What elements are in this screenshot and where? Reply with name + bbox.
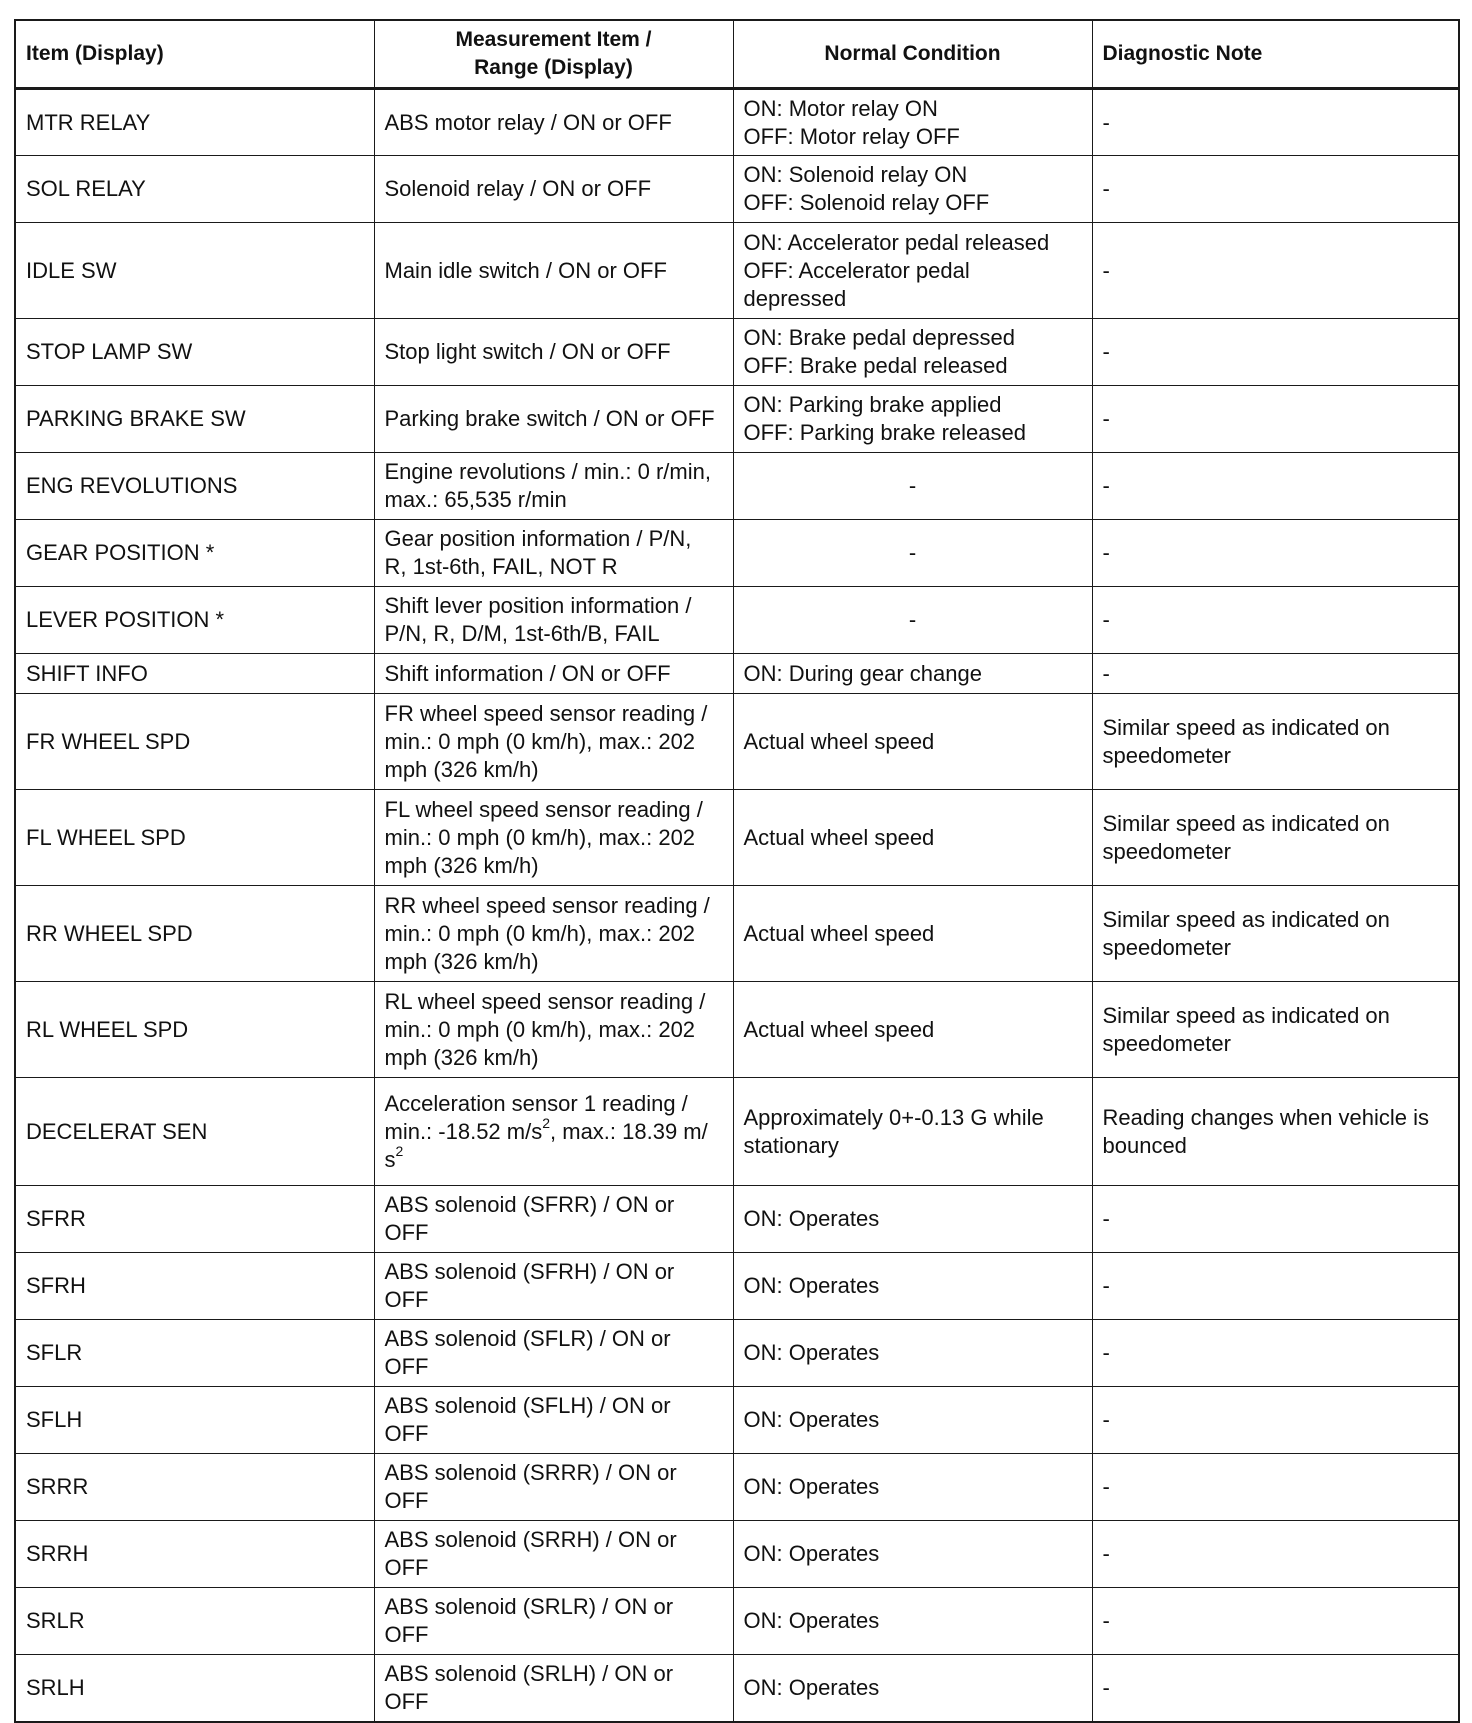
cell-diagnostic-note (1092, 790, 1459, 886)
normal-condition-line: ON: Operates (743, 1541, 880, 1566)
cell-normal-condition (733, 1320, 1092, 1387)
cell-normal-condition (733, 1186, 1092, 1253)
table-body (15, 89, 1459, 1722)
cell-item: SRRH (15, 1521, 374, 1588)
cell-normal-condition (733, 982, 1092, 1078)
normal-condition-line: OFF: Motor relay OFF (743, 123, 960, 149)
cell-measurement (374, 886, 733, 982)
table-row (15, 223, 1459, 319)
cell-normal-condition (733, 1521, 1092, 1588)
measurement-line: OFF (384, 1622, 429, 1647)
diagnostic-note-line: - (1102, 109, 1110, 135)
measurement-line: ABS solenoid (SRLR) / ON or (384, 1594, 674, 1619)
measurement-line: OFF (384, 1287, 429, 1312)
table-row (15, 790, 1459, 886)
diagnostic-note-line: - (1102, 540, 1110, 565)
cell-measurement (374, 1253, 733, 1320)
measurement-line: P/N, R, D/M, 1st-6th/B, FAIL (384, 621, 660, 646)
measurement-line: ABS solenoid (SFRR) / ON or (384, 1192, 675, 1217)
table-row (15, 1588, 1459, 1655)
measurement-line: ABS solenoid (SFLR) / ON or (384, 1326, 671, 1351)
measurement-line: Gear position information / P/N, (384, 526, 692, 551)
cell-measurement (374, 1078, 733, 1186)
cell-measurement (374, 156, 733, 223)
measurement-line: Parking brake switch / ON or OFF (384, 406, 715, 431)
cell-measurement (374, 386, 733, 453)
cell-diagnostic-note (1092, 1521, 1459, 1588)
cell-normal-condition (733, 520, 1092, 587)
header-item: Item (Display) (15, 20, 374, 89)
diagnostic-note-line: - (1102, 176, 1110, 201)
cell-diagnostic-note (1092, 1320, 1459, 1387)
table-row (15, 1078, 1459, 1186)
normal-condition-line: - (908, 473, 917, 498)
diagnostic-note-line: - (1102, 1340, 1110, 1365)
cell-normal-condition (733, 453, 1092, 520)
cell-normal-condition (733, 694, 1092, 790)
diagnostic-note-line: Similar speed as indicated on (1102, 810, 1390, 836)
cell-measurement (374, 1655, 733, 1722)
data-monitor-table (14, 19, 1460, 1723)
cell-measurement (374, 654, 733, 694)
table-header (15, 20, 1459, 89)
measurement-line: Acceleration sensor 1 reading / (384, 1090, 688, 1116)
diagnostic-note-line: - (1102, 406, 1110, 431)
header-measurement-line2: Range (Display) (474, 56, 633, 79)
measurement-line: mph (326 km/h) (384, 1044, 539, 1070)
normal-condition-line: stationary (743, 1132, 839, 1158)
cell-item: FR WHEEL SPD (15, 694, 374, 790)
normal-condition-line: ON: Operates (743, 1474, 880, 1499)
diagnostic-note-line: Similar speed as indicated on (1102, 714, 1390, 740)
diagnostic-note-line: bounced (1102, 1132, 1187, 1158)
diagnostic-note-line: - (1102, 1474, 1110, 1499)
diagnostic-note-line: Reading changes when vehicle is (1102, 1104, 1430, 1130)
measurement-line: FL wheel speed sensor reading / (384, 796, 703, 822)
normal-condition-line: OFF: Accelerator pedal (743, 257, 970, 283)
measurement-line: ABS solenoid (SRRH) / ON or (384, 1527, 677, 1552)
cell-item: MTR RELAY (15, 89, 374, 156)
normal-condition-line: Actual wheel speed (743, 824, 935, 850)
normal-condition-line: Actual wheel speed (743, 728, 935, 754)
cell-item: SFLR (15, 1320, 374, 1387)
cell-item: STOP LAMP SW (15, 319, 374, 386)
normal-condition-line: ON: Operates (743, 1674, 880, 1700)
cell-normal-condition (733, 1454, 1092, 1521)
measurement-text: min.: -18.52 m/s (384, 1118, 543, 1144)
normal-condition-line: ON: Solenoid relay ON (743, 162, 968, 187)
normal-condition-line: ON: Operates (743, 1273, 880, 1298)
table-row (15, 1387, 1459, 1454)
cell-measurement (374, 1186, 733, 1253)
cell-measurement (374, 223, 733, 319)
measurement-line: Solenoid relay / ON or OFF (384, 176, 652, 201)
normal-condition-line: - (908, 607, 917, 632)
diagnostic-note-line: Similar speed as indicated on (1102, 906, 1390, 932)
diagnostic-note-line: speedometer (1102, 838, 1231, 864)
cell-normal-condition (733, 1387, 1092, 1454)
table-row (15, 982, 1459, 1078)
cell-item: ENG REVOLUTIONS (15, 453, 374, 520)
cell-diagnostic-note (1092, 520, 1459, 587)
cell-measurement (374, 982, 733, 1078)
cell-normal-condition (733, 319, 1092, 386)
cell-measurement (374, 1387, 733, 1454)
normal-condition-line: ON: Operates (743, 1407, 880, 1432)
cell-item: SFRR (15, 1186, 374, 1253)
cell-diagnostic-note (1092, 886, 1459, 982)
measurement-line: min.: 0 mph (0 km/h), max.: 202 (384, 728, 696, 754)
measurement-line: Main idle switch / ON or OFF (384, 257, 667, 283)
cell-item: RR WHEEL SPD (15, 886, 374, 982)
cell-item: SOL RELAY (15, 156, 374, 223)
cell-item: SFRH (15, 1253, 374, 1320)
diagnostic-note-line: Similar speed as indicated on (1102, 1002, 1390, 1028)
table-row (15, 386, 1459, 453)
measurement-line: OFF (384, 1354, 429, 1379)
cell-measurement (374, 89, 733, 156)
cell-diagnostic-note (1092, 654, 1459, 694)
table-row (15, 694, 1459, 790)
diagnostic-note-line: - (1102, 1273, 1110, 1298)
measurement-line: RR wheel speed sensor reading / (384, 892, 710, 918)
cell-item: LEVER POSITION * (15, 587, 374, 654)
measurement-line: Shift lever position information / (384, 593, 692, 618)
header-diagnostic-note: Diagnostic Note (1092, 20, 1459, 89)
cell-item: DECELERAT SEN (15, 1078, 374, 1186)
table-row (15, 1186, 1459, 1253)
cell-measurement (374, 453, 733, 520)
normal-condition-line: Actual wheel speed (743, 920, 935, 946)
cell-measurement (374, 1521, 733, 1588)
table-row (15, 89, 1459, 156)
header-measurement (374, 20, 733, 89)
cell-normal-condition (733, 886, 1092, 982)
normal-condition-line: depressed (743, 285, 847, 311)
data-list-document (14, 19, 1458, 1723)
measurement-line: mph (326 km/h) (384, 852, 539, 878)
normal-condition-line: ON: Motor relay ON (743, 95, 938, 121)
measurement-line: RL wheel speed sensor reading / (384, 988, 706, 1014)
cell-diagnostic-note (1092, 223, 1459, 319)
measurement-line: Stop light switch / ON or OFF (384, 339, 671, 364)
cell-item: IDLE SW (15, 223, 374, 319)
measurement-line: OFF (384, 1555, 429, 1580)
cell-diagnostic-note (1092, 1588, 1459, 1655)
cell-diagnostic-note (1092, 89, 1459, 156)
cell-diagnostic-note (1092, 587, 1459, 654)
cell-diagnostic-note (1092, 1253, 1459, 1320)
measurement-line: OFF (384, 1688, 429, 1714)
diagnostic-note-line: - (1102, 607, 1110, 632)
cell-measurement (374, 1454, 733, 1521)
cell-normal-condition (733, 386, 1092, 453)
diagnostic-note-line: speedometer (1102, 1030, 1231, 1056)
normal-condition-line: - (908, 540, 917, 565)
diagnostic-note-line: - (1102, 1206, 1110, 1231)
diagnostic-note-line: - (1102, 1674, 1110, 1700)
cell-measurement (374, 1320, 733, 1387)
normal-condition-line: ON: Brake pedal depressed (743, 325, 1015, 350)
cell-measurement (374, 520, 733, 587)
diagnostic-note-line: speedometer (1102, 742, 1231, 768)
measurement-line: ABS solenoid (SRRR) / ON or (384, 1460, 677, 1485)
table-row (15, 520, 1459, 587)
table-row (15, 319, 1459, 386)
normal-condition-line: ON: During gear change (743, 660, 982, 686)
cell-normal-condition (733, 1253, 1092, 1320)
normal-condition-line: ON: Accelerator pedal released (743, 229, 1050, 255)
measurement-text: s (384, 1146, 396, 1172)
normal-condition-line: OFF: Parking brake released (743, 420, 1026, 445)
cell-normal-condition (733, 156, 1092, 223)
measurement-text: , max.: 18.39 m/ (550, 1118, 708, 1144)
measurement-line: Shift information / ON or OFF (384, 660, 671, 686)
diagnostic-note-line: - (1102, 1541, 1110, 1566)
table-row (15, 156, 1459, 223)
diagnostic-note-line: - (1102, 660, 1110, 686)
cell-diagnostic-note (1092, 453, 1459, 520)
normal-condition-line: ON: Operates (743, 1608, 880, 1633)
table-row (15, 1655, 1459, 1722)
measurement-line: FR wheel speed sensor reading / (384, 700, 708, 726)
normal-condition-line: OFF: Brake pedal released (743, 353, 1008, 378)
cell-normal-condition (733, 1078, 1092, 1186)
cell-diagnostic-note (1092, 1387, 1459, 1454)
table-row (15, 587, 1459, 654)
cell-measurement (374, 319, 733, 386)
cell-item: SHIFT INFO (15, 654, 374, 694)
cell-item: SRLH (15, 1655, 374, 1722)
cell-normal-condition (733, 654, 1092, 694)
cell-item: RL WHEEL SPD (15, 982, 374, 1078)
cell-diagnostic-note (1092, 982, 1459, 1078)
cell-measurement (374, 587, 733, 654)
cell-diagnostic-note (1092, 386, 1459, 453)
measurement-line: mph (326 km/h) (384, 756, 539, 782)
measurement-line: R, 1st-6th, FAIL, NOT R (384, 554, 618, 579)
cell-normal-condition (733, 587, 1092, 654)
table-row (15, 1454, 1459, 1521)
measurement-line: min.: 0 mph (0 km/h), max.: 202 (384, 920, 696, 946)
normal-condition-line: Actual wheel speed (743, 1016, 935, 1042)
normal-condition-line: Approximately 0+-0.13 G while (743, 1104, 1044, 1130)
cell-item: SFLH (15, 1387, 374, 1454)
measurement-line (384, 1143, 723, 1174)
measurement-line: min.: 0 mph (0 km/h), max.: 202 (384, 1016, 696, 1042)
cell-diagnostic-note (1092, 1454, 1459, 1521)
header-row (15, 20, 1459, 89)
measurement-line: ABS solenoid (SRLH) / ON or (384, 1660, 674, 1686)
cell-normal-condition (733, 223, 1092, 319)
cell-diagnostic-note (1092, 156, 1459, 223)
cell-diagnostic-note (1092, 1186, 1459, 1253)
table-row (15, 886, 1459, 982)
header-measurement-line1: Measurement Item / (455, 28, 652, 51)
measurement-line: OFF (384, 1220, 429, 1245)
normal-condition-line: OFF: Solenoid relay OFF (743, 190, 990, 215)
cell-item: SRLR (15, 1588, 374, 1655)
measurement-line: mph (326 km/h) (384, 948, 539, 974)
table-row (15, 1320, 1459, 1387)
cell-measurement (374, 790, 733, 886)
table-row (15, 1253, 1459, 1320)
measurement-line: ABS solenoid (SFLH) / ON or (384, 1393, 671, 1418)
diagnostic-note-line: speedometer (1102, 934, 1231, 960)
table-row (15, 453, 1459, 520)
measurement-line: ABS solenoid (SFRH) / ON or (384, 1259, 675, 1284)
cell-item: SRRR (15, 1454, 374, 1521)
measurement-line (384, 1115, 723, 1146)
measurement-line: min.: 0 mph (0 km/h), max.: 202 (384, 824, 696, 850)
measurement-line: OFF (384, 1421, 429, 1446)
cell-normal-condition (733, 1588, 1092, 1655)
cell-diagnostic-note (1092, 1078, 1459, 1186)
diagnostic-note-line: - (1102, 473, 1110, 498)
diagnostic-note-line: - (1102, 1407, 1110, 1432)
cell-item: GEAR POSITION * (15, 520, 374, 587)
diagnostic-note-line: - (1102, 339, 1110, 364)
cell-item: FL WHEEL SPD (15, 790, 374, 886)
measurement-line: max.: 65,535 r/min (384, 487, 567, 512)
normal-condition-line: ON: Operates (743, 1206, 880, 1231)
cell-diagnostic-note (1092, 694, 1459, 790)
measurement-line: OFF (384, 1488, 429, 1513)
cell-normal-condition (733, 790, 1092, 886)
cell-measurement (374, 1588, 733, 1655)
normal-condition-line: ON: Parking brake applied (743, 392, 1002, 417)
diagnostic-note-line: - (1102, 1608, 1110, 1633)
cell-measurement (374, 694, 733, 790)
cell-diagnostic-note (1092, 1655, 1459, 1722)
cell-item: PARKING BRAKE SW (15, 386, 374, 453)
header-normal-condition: Normal Condition (733, 20, 1092, 89)
measurement-line: ABS motor relay / ON or OFF (384, 109, 672, 135)
cell-diagnostic-note (1092, 319, 1459, 386)
table-row (15, 1521, 1459, 1588)
superscript: 2 (542, 1115, 551, 1132)
cell-normal-condition (733, 1655, 1092, 1722)
superscript: 2 (395, 1143, 404, 1160)
measurement-line: Engine revolutions / min.: 0 r/min, (384, 459, 711, 484)
diagnostic-note-line: - (1102, 257, 1110, 283)
cell-normal-condition (733, 89, 1092, 156)
table-row (15, 654, 1459, 694)
normal-condition-line: ON: Operates (743, 1340, 880, 1365)
